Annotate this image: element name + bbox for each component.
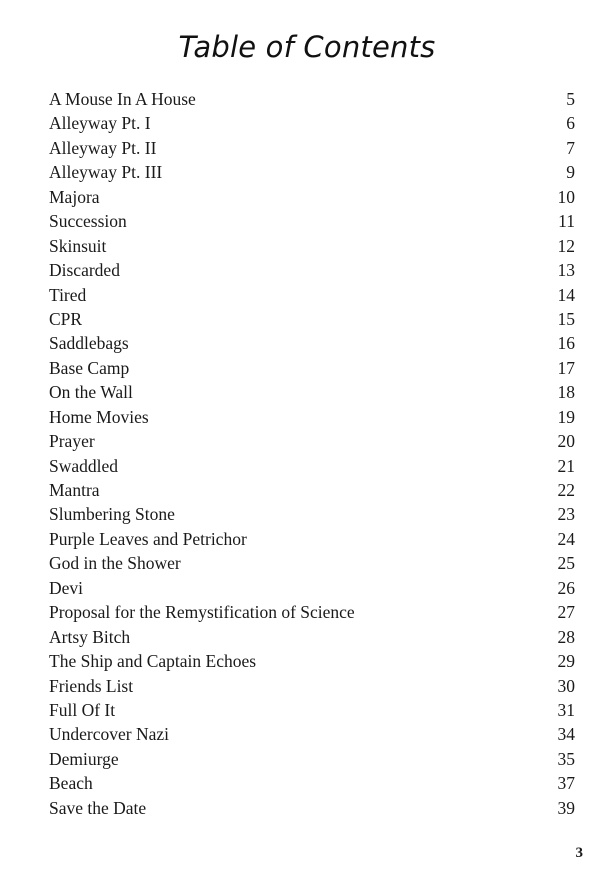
toc-entry-title: Swaddled xyxy=(49,455,119,476)
toc-entry-title: A Mouse In A House xyxy=(49,89,196,109)
toc-entry-title: Home Movies xyxy=(49,406,149,427)
toc-entry-page: 18 xyxy=(557,382,575,403)
toc-entry-title: Demiurge xyxy=(49,748,119,769)
toc-entry xyxy=(49,283,575,307)
toc-entry-title: Tired xyxy=(49,284,87,305)
toc-entry-title: God in the Shower xyxy=(49,553,181,574)
toc-entry-page: 31 xyxy=(557,699,575,720)
toc-entry xyxy=(49,796,575,820)
toc-entry-title: The Ship and Captain Echoes xyxy=(49,651,257,672)
toc-entry-title: Skinsuit xyxy=(49,235,107,256)
page-title: Table of Contents xyxy=(178,30,436,64)
toc-entry-title: CPR xyxy=(49,308,83,329)
toc-entry-page: 14 xyxy=(557,284,575,305)
toc-entry-title: Proposal for the Remystification of Science xyxy=(49,602,355,623)
toc-entry xyxy=(49,87,575,111)
page-number: 3 xyxy=(575,845,583,861)
toc-entry-title: Purple Leaves and Petrichor xyxy=(49,528,247,549)
toc-entry-page: 23 xyxy=(557,504,575,525)
toc-entry xyxy=(49,747,575,771)
toc-entry xyxy=(49,307,575,331)
toc-entry xyxy=(49,258,575,282)
toc-entry-page: 16 xyxy=(557,333,575,354)
toc-entry-page: 27 xyxy=(557,602,575,623)
toc-entry xyxy=(49,527,575,551)
toc-entry-page: 12 xyxy=(557,235,575,256)
toc-entry xyxy=(49,136,575,160)
toc-entry-title: Prayer xyxy=(49,431,95,452)
toc-entry-title: Saddlebags xyxy=(49,333,129,354)
toc-entry-page: 10 xyxy=(557,186,575,207)
toc-entry xyxy=(49,698,575,722)
toc-entry xyxy=(49,722,575,746)
toc-entry-title: Beach xyxy=(49,773,93,794)
toc-entry-title: Undercover Nazi xyxy=(49,724,170,745)
toc-entry-page: 7 xyxy=(566,137,575,158)
toc-entry-page: 22 xyxy=(557,480,575,500)
toc-entry-title: Save the Date xyxy=(49,797,147,818)
toc-entry xyxy=(49,111,575,135)
toc-entry-page: 5 xyxy=(566,89,575,109)
toc-entry-page: 19 xyxy=(557,406,575,427)
toc-entry-page: 15 xyxy=(557,308,575,329)
toc-entry xyxy=(49,625,575,649)
toc-entry xyxy=(49,674,575,698)
toc-entry xyxy=(49,478,575,502)
toc-entry-page: 13 xyxy=(557,260,575,281)
toc-entry-title: Devi xyxy=(49,577,84,598)
toc-entry-page: 17 xyxy=(557,357,575,378)
toc-entry xyxy=(49,160,575,184)
toc-entry-page: 9 xyxy=(566,162,575,183)
toc-entry xyxy=(49,771,575,795)
toc-entry-title: Base Camp xyxy=(49,357,130,378)
toc-entry-page: 6 xyxy=(566,113,575,134)
toc-entry-title: Majora xyxy=(49,186,100,207)
toc-entry xyxy=(49,405,575,429)
toc-entry-page: 29 xyxy=(557,651,575,672)
toc-entry-page: 11 xyxy=(558,211,575,232)
toc-entry-title: Succession xyxy=(49,211,127,232)
toc-entry-page: 25 xyxy=(557,553,575,574)
toc-entry-title: Slumbering Stone xyxy=(49,504,175,525)
toc-entry xyxy=(49,356,575,380)
toc-entry-page: 39 xyxy=(557,797,575,818)
table-of-contents xyxy=(49,87,575,820)
toc-entry-page: 30 xyxy=(557,675,575,696)
toc-entry xyxy=(49,600,575,624)
toc-entry xyxy=(49,649,575,673)
toc-entry xyxy=(49,551,575,575)
toc-entry-page: 20 xyxy=(557,431,575,452)
toc-entry xyxy=(49,429,575,453)
toc-entry-title: Mantra xyxy=(49,480,100,500)
toc-entry-title: Alleyway Pt. II xyxy=(49,137,157,158)
toc-entry-page: 35 xyxy=(557,748,575,769)
toc-entry-page: 21 xyxy=(557,455,575,476)
toc-entry-title: Alleyway Pt. I xyxy=(49,113,151,134)
toc-entry-title: Alleyway Pt. III xyxy=(49,162,163,183)
toc-entry xyxy=(49,209,575,233)
toc-entry xyxy=(49,331,575,355)
toc-entry xyxy=(49,380,575,404)
toc-entry xyxy=(49,576,575,600)
toc-entry-title: On the Wall xyxy=(49,382,133,403)
toc-entry-page: 34 xyxy=(557,724,575,745)
toc-entry xyxy=(49,454,575,478)
toc-entry-title: Full Of It xyxy=(49,699,116,720)
toc-entry xyxy=(49,502,575,526)
toc-entry-page: 37 xyxy=(557,773,575,794)
toc-entry-page: 28 xyxy=(557,626,575,647)
toc-entry-page: 26 xyxy=(557,577,575,598)
toc-entry xyxy=(49,234,575,258)
toc-entry-page: 24 xyxy=(557,528,575,549)
toc-entry xyxy=(49,185,575,209)
toc-entry-title: Friends List xyxy=(49,675,134,696)
toc-entry-title: Discarded xyxy=(49,260,120,281)
toc-entry-title: Artsy Bitch xyxy=(49,626,131,647)
